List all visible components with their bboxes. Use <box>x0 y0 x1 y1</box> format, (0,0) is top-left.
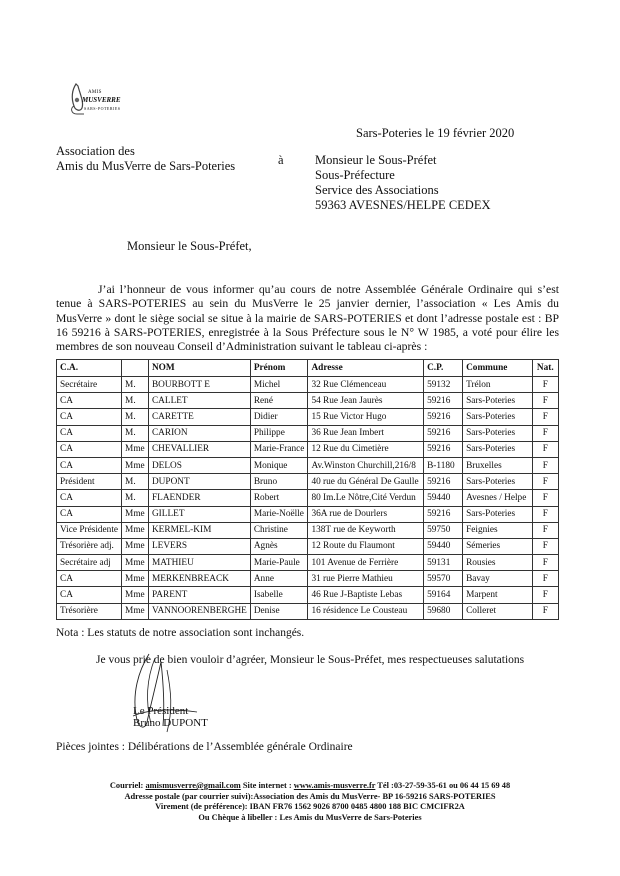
cell-ca: CA <box>57 409 122 425</box>
cell-nom: CARION <box>148 425 250 441</box>
table-row <box>57 506 559 522</box>
cell-ca: Président <box>57 474 122 490</box>
cell-title: Mme <box>122 441 149 457</box>
note: Nota : Les statuts de notre association sont inchangés. <box>56 627 305 639</box>
logo-text-musverre: MUSVERRE <box>82 96 121 104</box>
cell-nom: CHEVALLIER <box>148 441 250 457</box>
signature-block <box>133 705 208 729</box>
cell-prenom: Robert <box>250 490 308 506</box>
cell-adresse: 12 Rue du Cimetière <box>308 441 424 457</box>
board-members-table <box>56 359 559 620</box>
cell-title: Mme <box>122 538 149 554</box>
sender-line-2: Amis du MusVerre de Sars-Poteries <box>56 159 236 173</box>
table-row <box>57 555 559 571</box>
footer-email-link[interactable]: amismusverre@gmail.com <box>145 781 241 790</box>
cell-commune: Sars-Poteries <box>463 393 532 409</box>
footer-phone: Tél :03-27-59-35-61 ou 06 44 15 69 48 <box>375 781 511 790</box>
logo-text-sars-poteries: SARS-POTERIES <box>84 106 121 111</box>
cell-nom: GILLET <box>148 506 250 522</box>
cell-commune: Rousies <box>463 555 532 571</box>
cell-nat: F <box>532 587 558 603</box>
col-header-adresse: Adresse <box>308 360 424 377</box>
cell-title: Mme <box>122 555 149 571</box>
cell-cp: 59440 <box>424 490 463 506</box>
col-header-nat: Nat. <box>532 360 558 377</box>
cell-commune: Sars-Poteries <box>463 425 532 441</box>
cell-nat: F <box>532 457 558 473</box>
footer-line-3: Virement (de préférence): IBAN FR76 1562 9026 8700 0485 4800 188 BIC CMCIFR2A <box>155 802 465 812</box>
cell-prenom: Bruno <box>250 474 308 490</box>
cell-commune: Avesnes / Helpe <box>463 490 532 506</box>
cell-commune: Sars-Poteries <box>463 441 532 457</box>
footer-line-4: Ou Chèque à libeller : Les Amis du MusVerre de Sars-Poteries <box>198 812 422 822</box>
cell-prenom: Isabelle <box>250 587 308 603</box>
cell-title: Mme <box>122 506 149 522</box>
cell-cp: 59570 <box>424 571 463 587</box>
cell-cp: 59216 <box>424 409 463 425</box>
cell-nat: F <box>532 571 558 587</box>
board-members-table-body <box>57 377 559 620</box>
recipient-line-1: Monsieur le Sous-Préfet <box>315 153 437 167</box>
cell-adresse: 32 Rue Clémenceau <box>308 377 424 393</box>
table-row <box>57 603 559 619</box>
cell-adresse: 31 rue Pierre Mathieu <box>308 571 424 587</box>
cell-title: Mme <box>122 522 149 538</box>
table-row <box>57 522 559 538</box>
cell-nat: F <box>532 393 558 409</box>
table-row <box>57 474 559 490</box>
cell-prenom: Monique <box>250 457 308 473</box>
cell-ca: CA <box>57 393 122 409</box>
cell-commune: Sémeries <box>463 538 532 554</box>
cell-cp: 59216 <box>424 474 463 490</box>
cell-ca: CA <box>57 425 122 441</box>
cell-nat: F <box>532 555 558 571</box>
cell-title: Mme <box>122 457 149 473</box>
cell-nom: CALLET <box>148 393 250 409</box>
cell-nom: KERMEL-KIM <box>148 522 250 538</box>
cell-ca: CA <box>57 441 122 457</box>
cell-ca: CA <box>57 457 122 473</box>
cell-title: Mme <box>122 571 149 587</box>
cell-prenom: Denise <box>250 603 308 619</box>
cell-nom: DUPONT <box>148 474 250 490</box>
logo-text-amis: AMIS <box>88 90 102 95</box>
cell-title: M. <box>122 393 149 409</box>
signature-title: Le Président <box>133 705 189 717</box>
cell-cp: 59216 <box>424 393 463 409</box>
cell-nom: PARENT <box>148 587 250 603</box>
table-row <box>57 441 559 457</box>
col-header-ca: C.A. <box>57 360 122 377</box>
cell-nat: F <box>532 506 558 522</box>
cell-nat: F <box>532 474 558 490</box>
cell-commune: Trélon <box>463 377 532 393</box>
cell-nat: F <box>532 409 558 425</box>
cell-ca: CA <box>57 571 122 587</box>
cell-ca: CA <box>57 490 122 506</box>
cell-adresse: 54 Rue Jean Jaurès <box>308 393 424 409</box>
cell-prenom: Agnès <box>250 538 308 554</box>
attachments-line: Pièces jointes : Délibérations de l’Assemblée générale Ordinaire <box>56 741 353 753</box>
cell-prenom: Didier <box>250 409 308 425</box>
table-row <box>57 425 559 441</box>
cell-nat: F <box>532 522 558 538</box>
cell-prenom: René <box>250 393 308 409</box>
table-row <box>57 457 559 473</box>
cell-cp: 59440 <box>424 538 463 554</box>
recipient-block <box>315 153 490 213</box>
cell-ca: Vice Présidente <box>57 522 122 538</box>
cell-nom: FLAENDER <box>148 490 250 506</box>
cell-cp: 59164 <box>424 587 463 603</box>
sender-block <box>56 144 235 174</box>
cell-ca: CA <box>57 506 122 522</box>
table-row <box>57 393 559 409</box>
cell-cp: 59132 <box>424 377 463 393</box>
cell-cp: 59680 <box>424 603 463 619</box>
cell-cp: 59750 <box>424 522 463 538</box>
cell-commune: Colleret <box>463 603 532 619</box>
footer <box>56 781 564 823</box>
cell-adresse: 36 Rue Jean Imbert <box>308 425 424 441</box>
table-row <box>57 377 559 393</box>
cell-nat: F <box>532 425 558 441</box>
table-row <box>57 538 559 554</box>
cell-nom: VANNOORENBERGHE <box>148 603 250 619</box>
cell-nom: MERKENBREACK <box>148 571 250 587</box>
cell-cp: 59131 <box>424 555 463 571</box>
footer-email-label: Courriel: <box>109 781 146 790</box>
table-row <box>57 571 559 587</box>
cell-adresse: 12 Route du Flaumont <box>308 538 424 554</box>
cell-cp: 59216 <box>424 506 463 522</box>
letter-date: Sars-Poteries le 19 février 2020 <box>356 126 515 140</box>
recipient-line-4: 59363 AVESNES/HELPE CEDEX <box>315 198 491 212</box>
cell-adresse: 16 résidence Le Cousteau <box>308 603 424 619</box>
cell-title: Mme <box>122 603 149 619</box>
cell-adresse: 80 Im.Le Nôtre,Cité Verdun <box>308 490 424 506</box>
col-header-commune: Commune <box>463 360 532 377</box>
closing-formula: Je vous prie de bien vouloir d’agréer, Monsieur le Sous-Préfet, mes respectueuses salutations <box>96 654 525 666</box>
cell-cp: 59216 <box>424 441 463 457</box>
cell-ca: Secrétaire <box>57 377 122 393</box>
cell-adresse: Av.Winston Churchill,216/8 <box>308 457 424 473</box>
cell-commune: Feignies <box>463 522 532 538</box>
footer-site-link[interactable]: www.amis-musverre.fr <box>293 781 376 790</box>
cell-adresse: 101 Avenue de Ferrière <box>308 555 424 571</box>
recipient-line-3: Service des Associations <box>315 183 439 197</box>
cell-adresse: 15 Rue Victor Hugo <box>308 409 424 425</box>
signature-name: Bruno DUPONT <box>133 717 208 729</box>
cell-title: M. <box>122 425 149 441</box>
cell-title: M. <box>122 409 149 425</box>
cell-prenom: Marie-Paule <box>250 555 308 571</box>
cell-ca: Trésorière <box>57 603 122 619</box>
cell-adresse: 40 rue du Général De Gaulle <box>308 474 424 490</box>
recipient-line-2: Sous-Préfecture <box>315 168 395 182</box>
to-marker: à <box>278 153 284 167</box>
cell-commune: Bruxelles <box>463 457 532 473</box>
col-header-nom: NOM <box>148 360 250 377</box>
col-header-cp: C.P. <box>424 360 463 377</box>
cell-nat: F <box>532 603 558 619</box>
cell-ca: CA <box>57 587 122 603</box>
cell-prenom: Michel <box>250 377 308 393</box>
cell-nom: MATHIEU <box>148 555 250 571</box>
cell-commune: Bavay <box>463 571 532 587</box>
cell-nom: CARETTE <box>148 409 250 425</box>
cell-commune: Sars-Poteries <box>463 409 532 425</box>
cell-title: M. <box>122 474 149 490</box>
cell-title: Mme <box>122 587 149 603</box>
cell-adresse: 46 Rue J-Baptiste Lebas <box>308 587 424 603</box>
cell-prenom: Philippe <box>250 425 308 441</box>
association-logo <box>62 78 132 122</box>
letter-body-text: J’ai l’honneur de vous informer qu’au cours de notre Assemblée Générale Ordinaire qui s’est tenue à SARS-POTERIES au sein du MusVerre le 25 janvier dernier, l’association « Les Amis du MusVerre » dont le siège social se situe à la mairie de SARS-POTERIES et dont l’adresse postale est : BP 16 59216 à SARS-POTERIES, enregistrée à la Sous Préfecture sous le N° W 1985, a voté pour élire les membres de son nouveau Conseil d’Administration suivant le tableau ci-après : <box>56 283 559 354</box>
cell-nom: BOURBOTT E <box>148 377 250 393</box>
cell-nat: F <box>532 377 558 393</box>
cell-prenom: Christine <box>250 522 308 538</box>
footer-line-1 <box>56 781 564 792</box>
cell-commune: Sars-Poteries <box>463 474 532 490</box>
table-header-row <box>57 360 559 377</box>
col-header-title <box>122 360 149 377</box>
table-row <box>57 409 559 425</box>
cell-title: M. <box>122 377 149 393</box>
cell-nat: F <box>532 441 558 457</box>
cell-prenom: Anne <box>250 571 308 587</box>
cell-ca: Trésorière adj. <box>57 538 122 554</box>
table-row <box>57 587 559 603</box>
cell-adresse: 138T rue de Keyworth <box>308 522 424 538</box>
footer-site-label: Site internet : <box>240 781 294 790</box>
cell-prenom: Marie-Noëlle <box>250 506 308 522</box>
cell-title: M. <box>122 490 149 506</box>
salutation: Monsieur le Sous-Préfet, <box>127 239 252 253</box>
cell-commune: Marpent <box>463 587 532 603</box>
cell-nom: DELOS <box>148 457 250 473</box>
table-row <box>57 490 559 506</box>
cell-nom: LEVERS <box>148 538 250 554</box>
cell-adresse: 36A rue de Dourlers <box>308 506 424 522</box>
cell-nat: F <box>532 490 558 506</box>
sender-line-1: Association des <box>56 144 135 158</box>
cell-prenom: Marie-France <box>250 441 308 457</box>
letter-body <box>56 283 559 354</box>
footer-line-2: Adresse postale (par courrier suivi):Association des Amis du MusVerre- BP 16-59216 SARS-POTERIES <box>124 791 496 801</box>
cell-ca: Secrétaire adj <box>57 555 122 571</box>
col-header-prenom: Prénom <box>250 360 308 377</box>
cell-cp: B-1180 <box>424 457 463 473</box>
cell-cp: 59216 <box>424 425 463 441</box>
cell-commune: Sars-Poteries <box>463 506 532 522</box>
cell-nat: F <box>532 538 558 554</box>
